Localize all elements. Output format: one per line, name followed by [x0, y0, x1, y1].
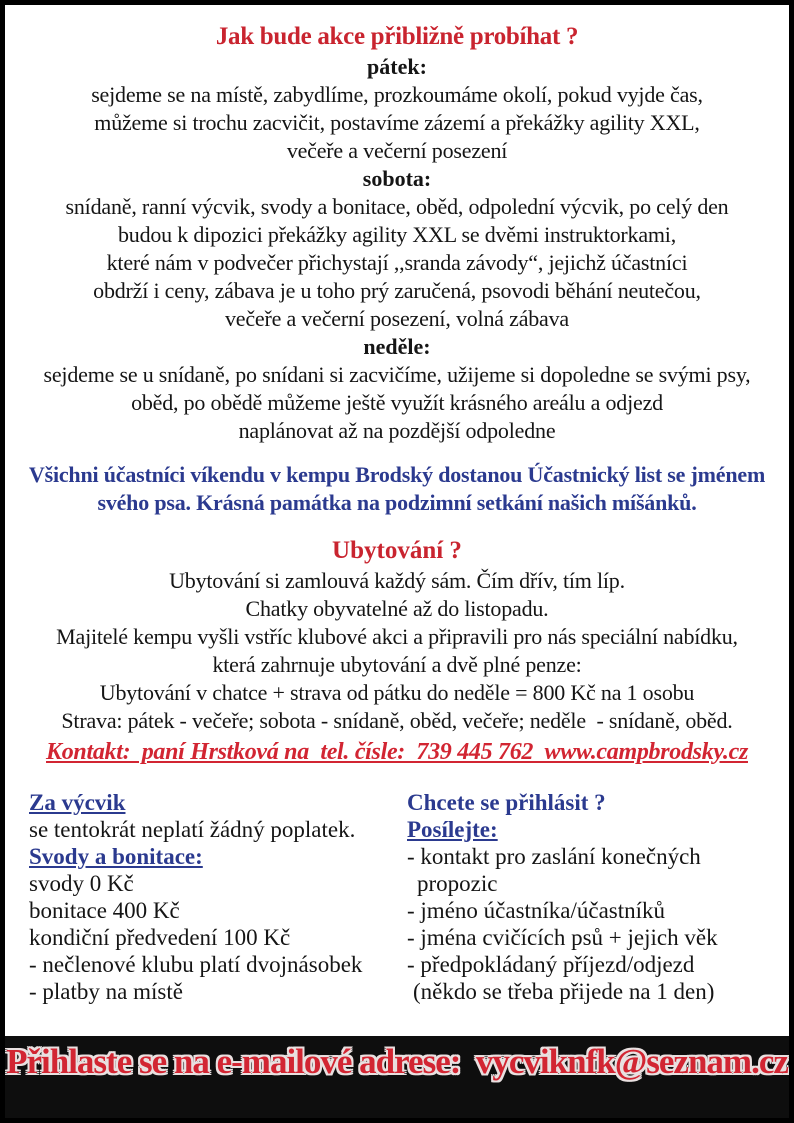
sunday-line: oběd, po obědě můžeme ještě využít krásného areálu a odjezd [131, 390, 663, 415]
signup-email-banner: Přihlaste se na e-mailové adrese: vycviknfk@seznam.cz [6, 1042, 788, 1081]
fee-item: bonitace 400 Kč [29, 898, 180, 923]
accommodation-line: Ubytování v chatce + strava od pátku do neděle = 800 Kč na 1 osobu [99, 680, 695, 705]
fee-item: svody 0 Kč [29, 871, 134, 896]
notice-line: svého psa. Krásná památka na podzimní setkání našich míšánků. [97, 490, 697, 515]
accommodation-line: Strava: pátek - večeře; sobota - snídaně, oběd, večeře; neděle - snídaně, oběd. [61, 708, 733, 733]
participant-list-notice [5, 461, 789, 517]
saturday-line: snídaně, ranní výcvik, svody a bonitace, oběd, odpolední výcvik, po celý den [65, 194, 729, 219]
accommodation-line: Ubytování si zamlouvá každý sám. Čím dřív, tím líp. [169, 568, 625, 593]
friday-line: sejdeme se na místě, zabydlíme, prozkoumáme okolí, pokud vyjde čas, [91, 82, 703, 107]
accommodation-line: Majitelé kempu vyšli vstříc klubové akci a připravili pro nás speciální nabídku, [56, 624, 738, 649]
fee-item: kondiční předvedení 100 Kč [29, 925, 291, 950]
signup-item: - jména cvičících psů + jejich věk [407, 925, 718, 950]
signup-item: propozic [417, 871, 498, 896]
saturday-line: budou k dipozici překážky agility XXL se dvěmi instruktorkami, [117, 222, 677, 247]
friday-label: pátek: [367, 54, 427, 79]
saturday-label: sobota: [362, 166, 432, 191]
signup-item: - jméno účastníka/účastníků [407, 898, 666, 923]
contact-line: Kontakt: paní Hrstková na tel. čísle: 739 445 762 www.campbrodsky.cz [46, 739, 748, 765]
accommodation-heading: Ubytování ? [332, 537, 462, 564]
friday-line: můžeme si trochu zacvičit, postavíme zázemí a překážky agility XXL, [94, 110, 700, 135]
fee-item: - nečlenové klubu platí dvojnásobek [29, 952, 363, 977]
saturday-line: které nám v podvečer přichystají ,,sranda závody“, jejichž účastníci [106, 250, 688, 275]
saturday-line: večeře a večerní posezení, volná zábava [225, 306, 569, 331]
info-columns [5, 789, 789, 1005]
notice-line: Všichni účastníci víkendu v kempu Brodský dostanou Účastnický list se jménem [28, 462, 766, 487]
page-title: Jak bude akce přibližně probíhat ? [215, 23, 579, 50]
footer-bar [5, 1036, 789, 1118]
signup-heading: Chcete se přihlásit ? [407, 790, 606, 815]
saturday-line: obdrží i ceny, zábava je u toho prý zaručená, psovodi běhání neutečou, [93, 278, 701, 303]
accommodation-line: která zahrnuje ubytování a dvě plné penze: [212, 652, 582, 677]
accommodation-line: Chatky obyvatelné až do listopadu. [245, 596, 549, 621]
sunday-label: neděle: [363, 334, 431, 359]
signup-column [397, 789, 789, 1005]
signup-item: - předpokládaný příjezd/odjezd [407, 952, 695, 977]
schedule-section [5, 5, 789, 767]
sunday-line: sejdeme se u snídaně, po snídani si zacvičíme, užijeme si dopoledne se svými psy, [43, 362, 751, 387]
signup-item: (někdo se třeba přijede na 1 den) [413, 979, 715, 1004]
fees-heading: Svody a bonitace: [29, 844, 203, 869]
training-line: se tentokrát neplatí žádný poplatek. [29, 817, 356, 842]
signup-subheading: Posílejte: [407, 817, 498, 842]
training-fees-column [5, 789, 397, 1005]
sunday-line: naplánovat až na pozdější odpoledne [238, 418, 556, 443]
fee-item: - platby na místě [29, 979, 183, 1004]
friday-line: večeře a večerní posezení [286, 138, 508, 163]
signup-item: - kontakt pro zaslání konečných [407, 844, 701, 869]
training-heading: Za výcvik [29, 790, 126, 815]
